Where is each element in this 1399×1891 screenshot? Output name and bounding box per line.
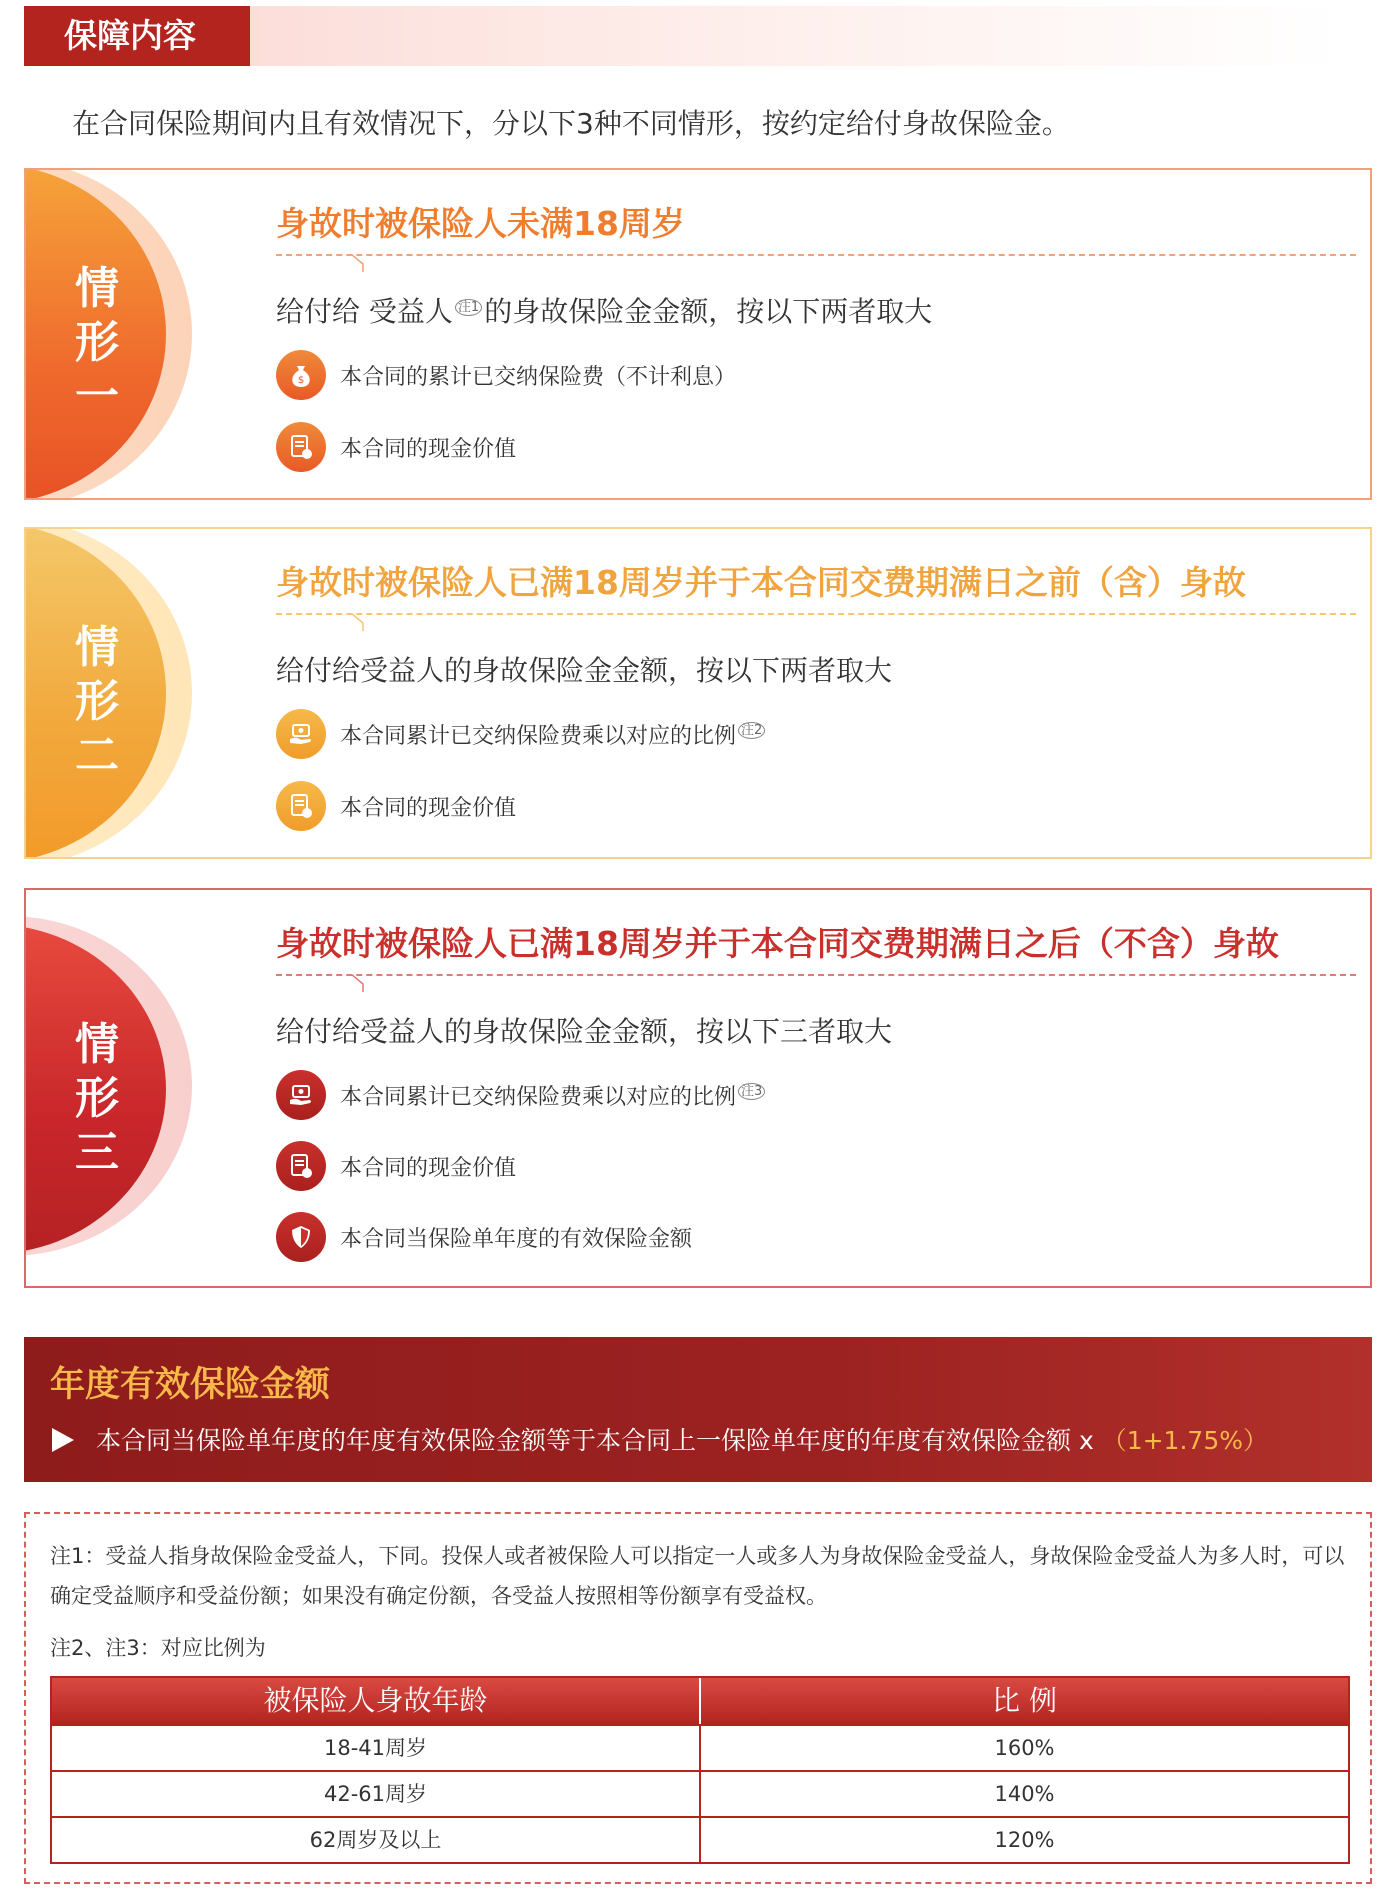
divider-notch (351, 613, 381, 631)
note-marker: 注1 (455, 299, 482, 316)
benefit-item-text: 本合同累计已交纳保险费乘以对应的比例 $^{注2}$ (340, 719, 767, 750)
hand-money-icon (276, 1070, 326, 1120)
scenario-card-2 (24, 527, 1372, 859)
benefit-item (276, 1141, 516, 1191)
benefit-item (276, 1070, 767, 1120)
table-row (52, 1816, 1348, 1862)
benefit-item-text: 本合同累计已交纳保险费乘以对应的比例 $^{注3}$ (340, 1080, 767, 1111)
ratio-table (50, 1676, 1350, 1864)
table-cell-age: 42-61周岁 (52, 1772, 701, 1816)
table-header (52, 1678, 1348, 1724)
intro-text: 在合同保险期间内且有效情况下，分以下3种不同情形，按约定给付身故保险金。 (72, 107, 1070, 140)
note-1: 注1：受益人指身故保险金受益人，下同。投保人或者被保险人可以指定一人或多人为身故保险金受益人，身故保险金受益人为多人时，可以确定受益顺序和受益份额；如果没有确定份额，各受益人按照相等份额享有受益权。 (50, 1544, 1345, 1608)
scenario-label: 情 形 三 (75, 1019, 119, 1178)
dashed-divider (276, 613, 1356, 615)
divider-notch (351, 974, 381, 992)
scenario-subhead: 给付给受益人的身故保险金金额，按以下三者取大 (276, 1015, 893, 1048)
benefit-item-text: 本合同的现金价值 (340, 436, 517, 462)
scenario-label: 情 形 一 (75, 263, 119, 422)
table-cell-ratio: 120% (994, 1828, 1055, 1852)
scenario-subhead: 给付给 受益人 $^{注1}$ 的身故保险金金额，按以下两者取大 (276, 295, 933, 328)
table-row (52, 1770, 1348, 1816)
note-marker: 注3 (738, 1083, 765, 1100)
table-cell-age: 62周岁及以上 (52, 1818, 701, 1862)
table-cell-age: 18-41周岁 (52, 1726, 701, 1770)
column-header-ratio: 比 例 (992, 1684, 1057, 1717)
annual-sum-title: 年度有效保险金额 (50, 1365, 331, 1405)
shield-icon (276, 1212, 326, 1262)
annual-sum-text: 本合同当保险单年度的年度有效保险金额等于本合同上一保险单年度的年度有效保险金额 x （1+1.75%） (96, 1426, 1268, 1455)
cash-value-document-icon (276, 422, 326, 472)
column-header-age: 被保险人身故年龄 (52, 1678, 701, 1724)
scenario-title: 身故时被保险人已满18周岁并于本合同交费期满日之前（含）身故 (276, 563, 1246, 602)
scenario-title: 身故时被保险人已满18周岁并于本合同交费期满日之后（不含）身故 (276, 924, 1279, 963)
table-row (52, 1724, 1348, 1770)
annual-sum-rate: （1+1.75%） (1101, 1426, 1268, 1455)
annual-sum-banner (24, 1337, 1372, 1482)
benefit-item-text: 本合同当保险单年度的有效保险金额 (340, 1226, 693, 1252)
cash-value-document-icon (276, 781, 326, 831)
note-2-3: 注2、注3：对应比例为 (50, 1636, 266, 1660)
dashed-divider (276, 254, 1356, 256)
table-cell-ratio: 140% (994, 1782, 1055, 1806)
scenario-subhead: 给付给受益人的身故保险金金额，按以下两者取大 (276, 654, 893, 687)
benefit-item (276, 1212, 692, 1262)
benefit-item-text: 本合同的现金价值 (340, 1155, 517, 1181)
scenario-card-3 (24, 888, 1372, 1288)
note-marker: 注2 (738, 722, 765, 739)
scenario-title: 身故时被保险人未满18周岁 (276, 204, 685, 243)
divider-notch (351, 254, 381, 272)
benefit-item (276, 781, 516, 831)
hand-money-icon (276, 709, 326, 759)
benefit-item (276, 709, 767, 759)
section-title: 保障内容 (24, 6, 250, 66)
scenario-label: 情 形 二 (75, 622, 119, 781)
benefit-item-text: 本合同的累计已交纳保险费（不计利息） (340, 364, 737, 390)
scenario-card-1 (24, 168, 1372, 500)
cash-value-document-icon (276, 1141, 326, 1191)
money-bag-icon (276, 350, 326, 400)
table-cell-ratio: 160% (994, 1736, 1055, 1760)
notes-box (24, 1512, 1372, 1884)
benefit-item (276, 350, 736, 400)
svg-text:$: $ (297, 375, 305, 386)
dashed-divider (276, 974, 1356, 976)
benefit-item (276, 422, 516, 472)
benefit-item-text: 本合同的现金价值 (340, 795, 517, 821)
play-arrow-icon (52, 1428, 74, 1452)
